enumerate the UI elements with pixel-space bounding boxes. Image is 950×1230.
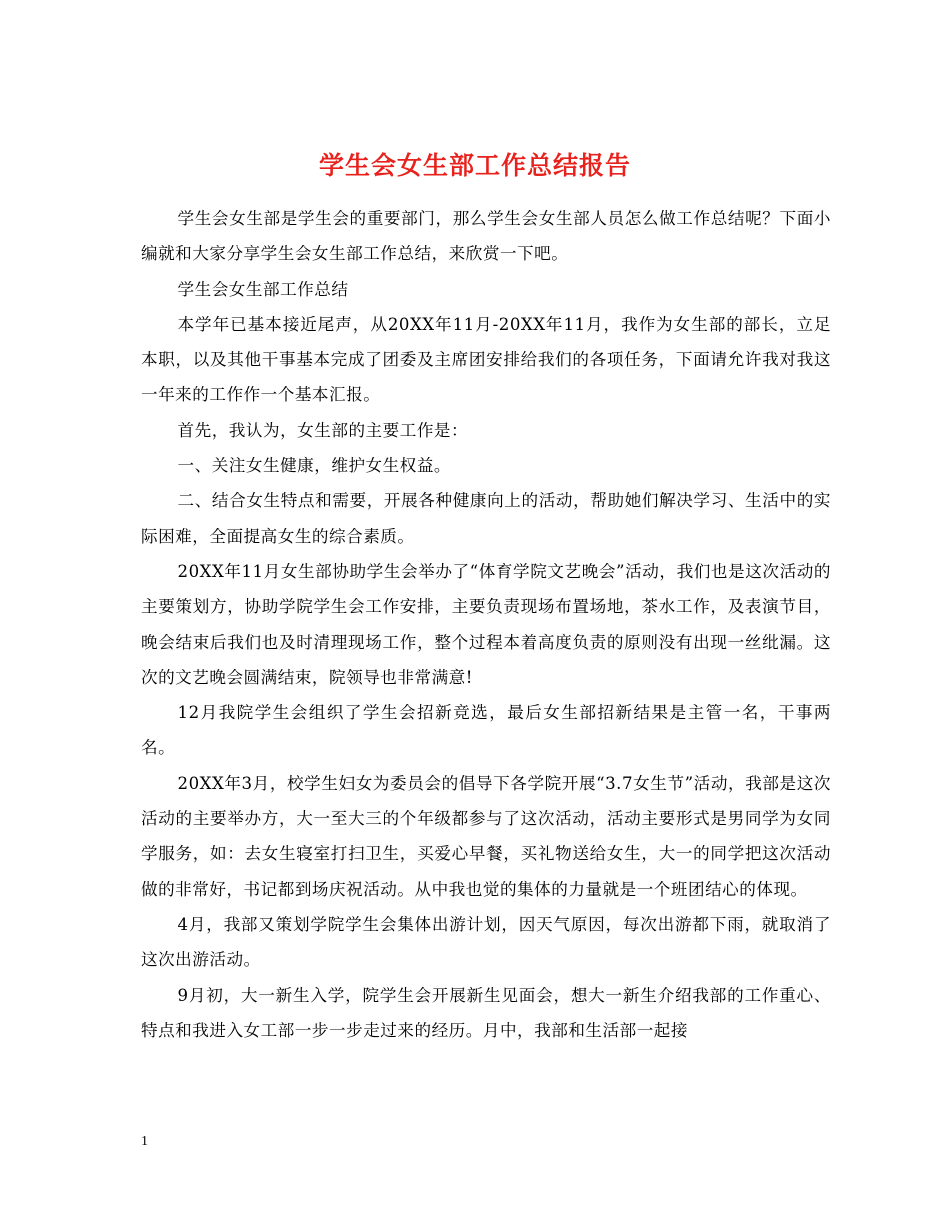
paragraph-item-two: 二、结合女生特点和需要，开展各种健康向上的活动，帮助她们解决学习、生活中的实际困难，全面提高女生的综合素质。 <box>141 491 831 546</box>
page-number: 1 <box>141 1134 148 1149</box>
paragraph-item-one: 一、关注女生健康，维护女生权益。 <box>177 456 452 476</box>
document-body <box>141 201 831 1048</box>
paragraph-overview: 本学年已基本接近尾声，从20XX年11月-20XX年11月，我作为女生部的部长，立足本职，以及其他干事基本完成了团委及主席团安排给我们的各项任务，下面请允许我对我这一年来的工作作一个基本汇报。 <box>141 314 831 405</box>
paragraph-december: 12月我院学生会组织了学生会招新竞选，最后女生部招新结果是主管一名，干事两名。 <box>141 703 831 758</box>
paragraph-subtitle: 学生会女生部工作总结 <box>177 279 349 299</box>
paragraph-march: 20XX年3月，校学生妇女为委员会的倡导下各学院开展“3.7女生节”活动，我部是这次活动的主要举办方，大一至大三的个年级都参与了这次活动，活动主要形式是男同学为女同学服务，如：去女生寝室打扫卫生，买爱心早餐，买礼物送给女生，大一的同学把这次活动做的非常好，书记都到场庆祝活动。从中我也觉的集体的力量就是一个班团结心的体现。 <box>141 773 831 899</box>
document-title: 学生会女生部工作总结报告 <box>318 150 631 180</box>
paragraph-main-work: 首先，我认为，女生部的主要工作是： <box>177 420 469 440</box>
paragraph-april: 4月，我部又策划学院学生会集体出游计划，因天气原因，每次出游都下雨，就取消了这次出游活动。 <box>141 914 831 970</box>
paragraph-intro: 学生会女生部是学生会的重要部门，那么学生会女生部人员怎么做工作总结呢？下面小编就和大家分享学生会女生部工作总结，来欣赏一下吧。 <box>141 209 831 264</box>
paragraph-september: 9月初，大一新生入学，院学生会开展新生见面会，想大一新生介绍我部的工作重心、特点和我进入女工部一步一步走过来的经历。月中，我部和生活部一起接 <box>141 985 831 1040</box>
paragraph-november: 20XX年11月女生部协助学生会举办了“体育学院文艺晚会”活动，我们也是这次活动的主要策划方，协助学院学生会工作安排，主要负责现场布置场地，茶水工作，及表演节目，晚会结束后我们也及时清理现场工作，整个过程本着高度负责的原则没有出现一丝纰漏。这次的文艺晚会圆满结束，院领导也非常满意! <box>141 561 831 687</box>
